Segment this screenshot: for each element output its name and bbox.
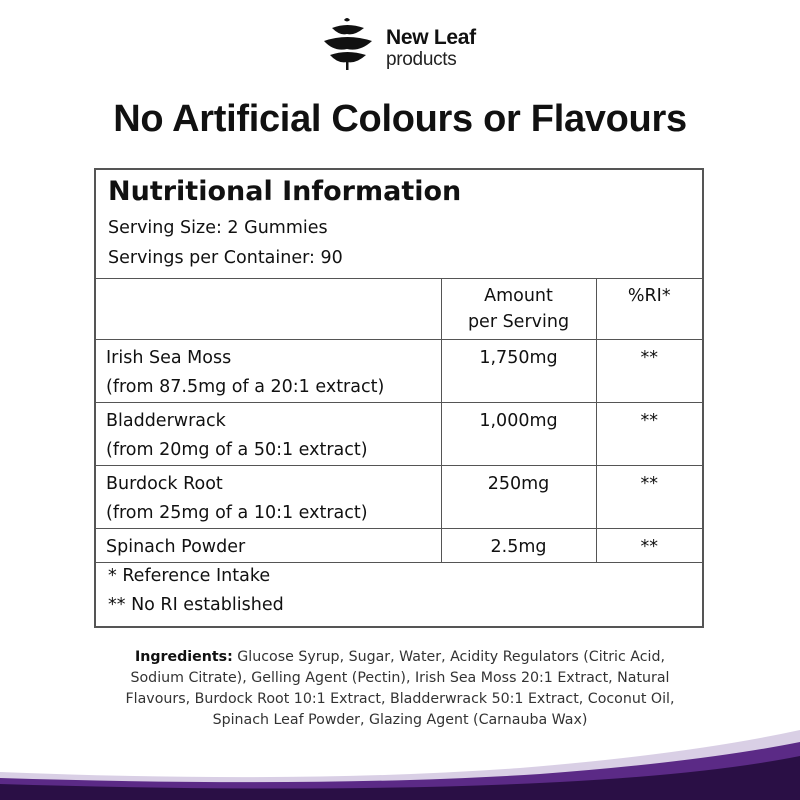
- servings-per-container: Servings per Container: 90: [108, 248, 343, 268]
- header-amount: [441, 279, 596, 340]
- serving-size: Serving Size: 2 Gummies: [108, 218, 328, 238]
- nutrient-cell: [96, 403, 441, 466]
- nutrition-panel: [94, 168, 704, 628]
- header-amount-line2: per Serving: [467, 312, 570, 332]
- brand-name: New Leaf: [386, 26, 476, 49]
- amount-cell: 1,750mg: [441, 340, 596, 403]
- nutrient-detail: (from 87.5mg of a 20:1 extract): [106, 377, 385, 397]
- nutrient-cell: [96, 529, 441, 563]
- nutrient-name: Spinach Powder: [106, 537, 246, 557]
- nutrient-name: Burdock Root: [106, 474, 223, 494]
- footnotes: [108, 562, 284, 620]
- header-ri: %RI*: [596, 279, 702, 340]
- header-amount-line1: Amount: [484, 286, 553, 306]
- amount-cell: 1,000mg: [441, 403, 596, 466]
- header-blank-cell: [96, 279, 441, 340]
- table-row: [96, 340, 702, 403]
- ingredients-label: Ingredients:: [134, 649, 233, 665]
- ri-cell: **: [596, 403, 702, 466]
- headline: No Artificial Colours or Flavours: [113, 98, 687, 140]
- table-row: [96, 529, 702, 563]
- nutrient-detail: (from 25mg of a 10:1 extract): [106, 503, 368, 523]
- purple-wave-decoration: [0, 690, 800, 800]
- brand-logo: [318, 14, 488, 70]
- leaf-stack-icon: [318, 14, 378, 70]
- nutrient-detail: (from 20mg of a 50:1 extract): [106, 440, 368, 460]
- table-header-row: [96, 279, 702, 340]
- table-row: [96, 466, 702, 529]
- footnote-reference-intake: * Reference Intake: [108, 566, 271, 586]
- ingredients-text: Glucose Syrup, Sugar, Water, Acidity Regulators (Citric Acid, Sodium Citrate), Gelling Agent (Pectin), Irish Sea Moss 20:1 Extract, Natural Flavours, Burdock Root 10:1 Extract, Bladderwrack 50:1 Extract, Coconut Oil, Spinach Leaf Powder, Glazing Agent (Carnauba Wax): [125, 649, 675, 728]
- nutrient-name: Bladderwrack: [106, 411, 226, 431]
- ri-cell: **: [596, 340, 702, 403]
- nutrient-cell: [96, 340, 441, 403]
- brand-sub: products: [386, 49, 457, 70]
- amount-cell: 250mg: [441, 466, 596, 529]
- amount-cell: 2.5mg: [441, 529, 596, 563]
- nutrient-name: Irish Sea Moss: [106, 348, 232, 368]
- ri-cell: **: [596, 466, 702, 529]
- nutrient-cell: [96, 466, 441, 529]
- nutrition-table: [96, 278, 702, 563]
- nutrition-title: Nutritional Information: [108, 176, 462, 207]
- table-row: [96, 403, 702, 466]
- footnote-no-ri: ** No RI established: [108, 595, 284, 615]
- ri-cell: **: [596, 529, 702, 563]
